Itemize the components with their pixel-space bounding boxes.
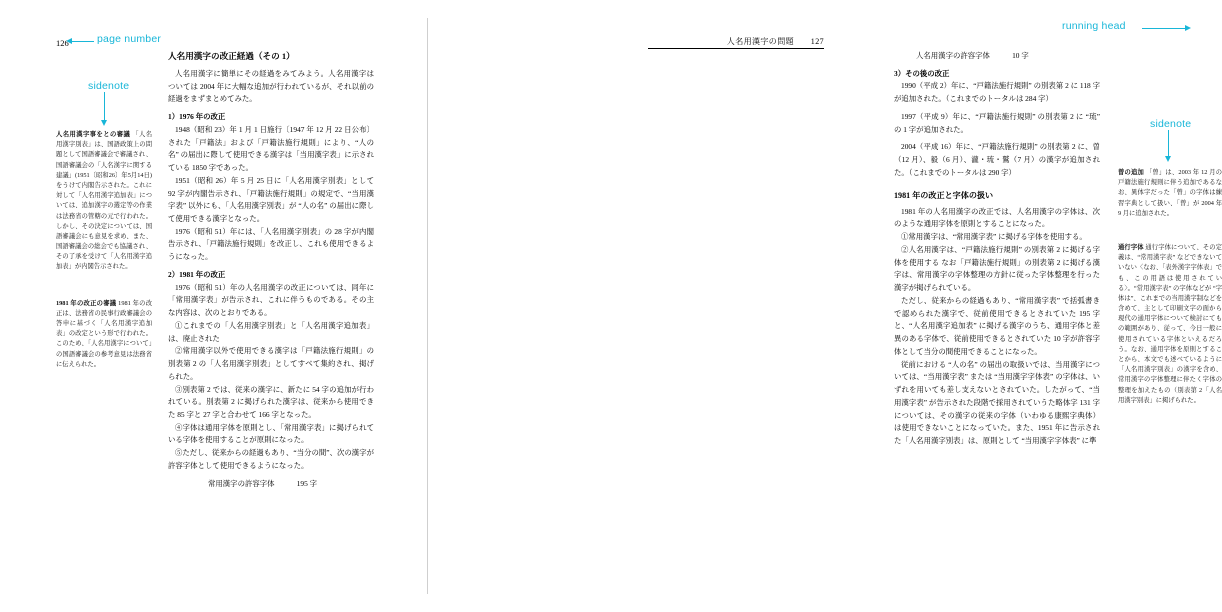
sidenote-body: 1981 年の改正は、法務省の民事行政審議会の答申に基づく「人名用漢字追加表」の改定という形で行われた。このため、「人名用漢字について」の国語審議会の参考意見は法務省に伝えられた。 bbox=[56, 299, 153, 368]
annotation-running-head: running head bbox=[1062, 20, 1126, 32]
sidenote-item bbox=[56, 299, 152, 370]
sidenote-column-right bbox=[1118, 168, 1222, 418]
sidenote-heading: 曽の追加 bbox=[1118, 169, 1145, 176]
paragraph: ②常用漢字以外で使用できる漢字は「戸籍法施行規則」の別表第 2 の「人名用漢字別表」としてすべて集約され、掲げられた。 bbox=[168, 346, 374, 381]
annotation-sidenote-right: sidenote bbox=[1150, 118, 1192, 130]
paragraph-heading: 3）その後の改正 bbox=[894, 68, 950, 78]
annotation-sidenote-left-line bbox=[104, 92, 105, 122]
paragraph: 1948（昭和 23）年 1 月 1 日施行〔1947 年 12 月 22 日公布〕された「戸籍法」および「戸籍法施行規則」により、“人の名” の届出に際して使用できる漢字は「当用漢字表」に示されている 1850 字であった。 bbox=[168, 124, 374, 173]
paragraph: ①これまでの「人名用漢字別表」と「人名用漢字追加表」は、廃止された bbox=[168, 320, 374, 343]
sidenote-heading: 1981 年の改正の審議 bbox=[56, 299, 117, 307]
paragraph-heading: 2）1981 年の改正 bbox=[168, 269, 226, 279]
paragraph: 人名用漢字に簡単にその経過をみてみよう。人名用漢字はついては 2004 年に大幅な追加が行われているが、それ以前の経過をまずまとめてみた。 bbox=[168, 68, 374, 104]
running-head: 人名用漢字の問題 127 bbox=[726, 37, 824, 46]
sidenote-heading: 人名用漢字事をとの審議 bbox=[56, 131, 131, 138]
sidenote-body: 通行字体について、その定義は、“常用漢字表” などできないていない〈なお、「表外漢字字体表」でも、この用語は使用されている〉。“常用漢字表” の字体などが “字体は”、これまでの当用漢字制などを含めて、主として印刷文字の面から現代の通用字体について検討にてもの範囲があり、従って、今日一般に使用されている字体といえるだろう。なお、通用字体を原則とすることから、本文でも述べているように「人名用漢字別表」の漢字を含め、常用漢字の字体整理に伴たく字体の整理を加えたもの（別表第 2「人名用漢字別表」に掲げられた。 bbox=[1118, 243, 1222, 404]
annotation-sidenote-right-line bbox=[1168, 130, 1169, 158]
paragraph: 1976（昭和 51）年には、「人名用漢字別表」の 28 字が内閣告示され、「戸籍法施行規則」を改正し、これも使用できるようになった。 bbox=[168, 226, 374, 262]
sidenote-item bbox=[56, 130, 152, 273]
paragraph-heading: 1）1976 年の改正 bbox=[168, 112, 226, 122]
main-text-right bbox=[894, 50, 1100, 448]
paragraph: 1981 年の人名用漢字の改正では、人名用漢字の字体は、次のような通用字体を原則とすることになった。 bbox=[894, 206, 1100, 229]
paragraph: 1990（平成 2）年に、“戸籍法施行規則” の別表第 2 に 118 字が追加された。（これまでのトータルは 284 字） bbox=[894, 81, 1100, 104]
sidenote-body: 「人名用漢字別表」は、国語政策上の問題として国語審議会で審議され、国語審議会の「人名漢字に関する建議」(1951〔昭和26〕年5月14日)をうけて内閣告示された。これに対して「人名用漢字追加表」については、追加漢字の選定等の作業は法務省の管轄の元で行われた。しかし、その決定については、国語審議会にも意見を求め、また、国語審議会の総会でも協議され、その了承を受けて「人名用漢字追加表」が内閣告示された。 bbox=[56, 131, 153, 271]
paragraph: ただし、従来からの経過もあり、“常用漢字表” で括弧書きで認められた漢字で、従前使用できるとされていた 195 字と、“人名用漢字追加表” に掲げる漢字のうち、通用字体と差異のある字体で、従前使用できるとされていた 10 字が許容字体として当分の間使用できることになった。 bbox=[894, 295, 1100, 356]
annotation-sidenote-left-arrowhead bbox=[101, 120, 107, 126]
page-number: 126 bbox=[56, 38, 69, 48]
paragraph: 1997（平成 9）年に、“戸籍法施行規則” の別表第 2 に “琉” の 1 字が追加された。 bbox=[894, 111, 1100, 134]
section-title: 人名用漢字の改正経過（その 1） bbox=[168, 51, 295, 61]
paragraph: ①常用漢字は、“常用漢字表” に掲げる字体を使用する。 bbox=[901, 232, 1087, 242]
footline: 常用漢字の許容字体 195 字 bbox=[208, 478, 318, 488]
main-text-left bbox=[168, 50, 374, 490]
annotation-running-head-line bbox=[1142, 28, 1186, 29]
continued-line: 人名用漢字の許容字体 10 字 bbox=[916, 51, 1029, 60]
annotation-page-number-arrowhead bbox=[66, 38, 72, 44]
paragraph: 2004（平成 16）年に、“戸籍法施行規則” の別表第 2 に、曽（12 月）、毅（6 月）、瀧・琉・鷲（7 月）の漢字が追加された。（これまでのトータルは 290 字） bbox=[894, 142, 1100, 177]
sidenote-item bbox=[1118, 168, 1222, 219]
paragraph: ③別表第 2 では、従来の漢字に、新たに 54 字の追加が行われている。別表第 2 に掲げられた漢字は、従来から使用できた 85 字と 27 字と合わせて 166 字となった。 bbox=[168, 384, 374, 419]
left-page bbox=[0, 0, 428, 612]
paragraph: ⑤ただし、従来からの経過もあり、“当分の間”、次の漢字が許容字体として使用できるようになった。 bbox=[168, 448, 374, 470]
paragraph: ②人名用漢字は、“戸籍法施行規則” の別表第 2 に掲げる字体を使用する なお「戸籍法施行規則」の別表第 2 に掲げる漢字は、常用漢字の字体整理の方針に従った字体整理を行った漢字が掲げられている。 bbox=[894, 244, 1100, 293]
annotation-sidenote-right-arrowhead bbox=[1165, 156, 1171, 162]
section-heading: 1981 年の改正と字体の扱い bbox=[894, 190, 994, 200]
running-head-rule bbox=[648, 48, 824, 49]
annotation-running-head-arrowhead bbox=[1185, 25, 1191, 31]
sidenote-heading: 通行字体 bbox=[1118, 243, 1144, 251]
paragraph: ④字体は通用字体を原則とし、「常用漢字表」に掲げられている字体を使用することが原則になった。 bbox=[168, 422, 374, 445]
sidenote-column-left bbox=[56, 130, 152, 382]
sidenote-item bbox=[1118, 243, 1222, 406]
annotation-page-number-line bbox=[70, 41, 94, 42]
right-page bbox=[428, 0, 1222, 612]
paragraph: 従前における “人の名” の届出の取扱いでは、当用漢字については、“当用漢字表” または “当用漢字字体表” の字体は、いずれを用いても差し支えないとされていた。したがって、“当用漢字表” が告示された段階で採用されていうた略体字 131 字については、その漢字の従来の字体（いわゆる康熙字典体）は使用できないことになっていた。また、1951 年に告示された「人名用漢字別表」は、原則として “当用漢字字体表” に準 bbox=[894, 359, 1100, 445]
paragraph: 1951（昭和 26）年 5 月 25 日に「人名用漢字別表」として 92 字が内閣告示され、「戸籍法施行規則」の規定で、“当用漢字表” 以外にも、「人名用漢字別表」が “人の名” の届出に際して使用できる漢字となった。 bbox=[168, 175, 374, 223]
sidenote-body: 「曽」は、2003 年 12 月の戸籍法施行規則に伴う追加であるなお、異体字だった「曾」の字体は練習字典として扱い、「曽」が 2004 年 9 月に追加された。 bbox=[1118, 169, 1222, 217]
annotation-sidenote-left: sidenote bbox=[88, 80, 130, 92]
annotation-page-number: page number bbox=[97, 33, 162, 45]
paragraph: 1976（昭和 51）年の人名用漢字の改正については、同年に「常用漢字表」が告示され、これに伴うものである。その主な内容は、次のとおりである。 bbox=[168, 282, 374, 318]
